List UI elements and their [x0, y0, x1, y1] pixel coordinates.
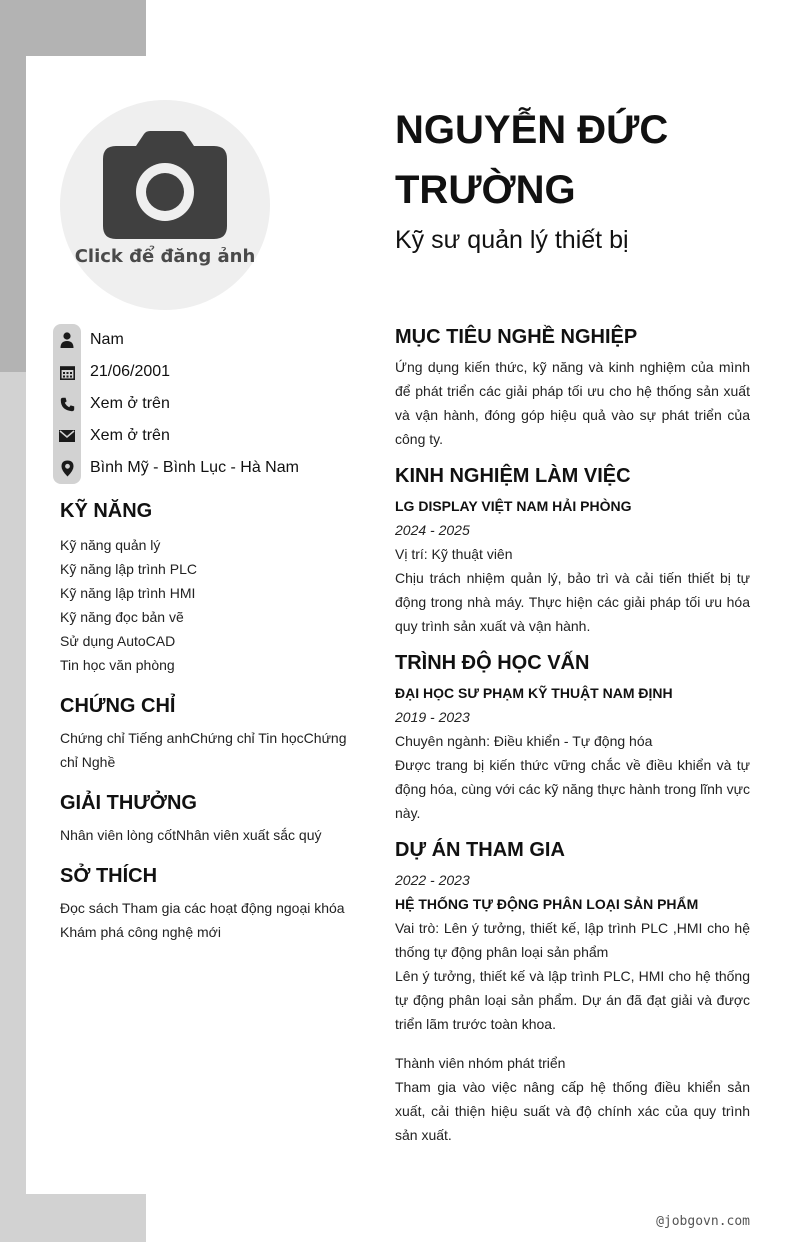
contact-birthday — [58, 356, 170, 388]
contact-phone — [58, 388, 170, 420]
projects-section — [395, 839, 750, 1147]
project-name: HỆ THỐNG TỰ ĐỘNG PHÂN LOẠI SẢN PHẨM — [395, 896, 699, 912]
job-title: Kỹ sư quản lý thiết bị — [395, 226, 629, 254]
skills-list — [60, 533, 352, 677]
footer-watermark: @jobgovn.com — [656, 1214, 750, 1229]
skill-item: Sử dụng AutoCAD — [60, 633, 176, 649]
skill-item: Kỹ năng lập trình HMI — [60, 585, 196, 601]
experience-period: 2024 - 2025 — [395, 522, 470, 538]
experience-position: Vị trí: Kỹ thuật viên — [395, 546, 513, 562]
experience-title: KINH NGHIỆM LÀM VIỆC — [395, 465, 631, 487]
right-column — [395, 326, 750, 1161]
contact-address-text: Bình Mỹ - Bình Lục - Hà Nam — [90, 459, 299, 476]
certificates-text: Chứng chỉ Tiếng anhChứng chỉ Tin họcChứng chỉ Nghề — [60, 730, 347, 770]
camera-icon — [102, 130, 228, 240]
hobbies-text: Đọc sách Tham gia các hoạt động ngoại khóa Khám phá công nghệ mới — [60, 900, 345, 940]
location-icon — [58, 459, 76, 477]
contact-gender — [58, 324, 124, 356]
hobbies-title: SỞ THÍCH — [60, 865, 158, 887]
background-light-bottom — [26, 1194, 146, 1242]
education-school: ĐẠI HỌC SƯ PHẠM KỸ THUẬT NAM ĐỊNH — [395, 685, 673, 701]
certificates-title: CHỨNG CHỈ — [60, 695, 176, 717]
certificates-section — [60, 695, 352, 774]
objective-text: Ứng dụng kiến thức, kỹ năng và kinh nghiệm của mình để phát triển các giải pháp tối ưu cho hệ thống sản xuất và vận hành, đóng góp hiệu quả vào sự phát triển của công ty. — [395, 359, 750, 447]
left-column — [60, 500, 352, 944]
contact-address — [58, 452, 299, 484]
project-spacer — [395, 1036, 750, 1051]
calendar-icon — [58, 363, 76, 381]
education-major: Chuyên ngành: Điều khiển - Tự động hóa — [395, 733, 653, 749]
projects-body — [395, 868, 750, 1147]
awards-text: Nhân viên lòng cốtNhân viên xuất sắc quý — [60, 827, 322, 843]
skill-item: Kỹ năng đọc bản vẽ — [60, 609, 184, 625]
contact-email — [58, 420, 170, 452]
project-role-2: Thành viên nhóm phát triển — [395, 1055, 566, 1071]
project-description: Lên ý tưởng, thiết kế và lập trình PLC, HMI cho hệ thống tự động phân loại sản phẩm. Dự án đã đạt giải và được triển lãm trước toàn khoa. — [395, 968, 750, 1032]
mail-icon — [58, 427, 76, 445]
hobbies-section — [60, 865, 352, 944]
education-period: 2019 - 2023 — [395, 709, 470, 725]
project-description-2: Tham gia vào việc nâng cấp hệ thống điều khiển sản xuất, cải thiện hiệu suất và độ chính xác của quy trình sản xuất. — [395, 1079, 750, 1143]
experience-body — [395, 494, 750, 638]
contact-gender-text: Nam — [90, 331, 124, 348]
project-role: Vai trò: Lên ý tưởng, thiết kế, lập trình PLC ,HMI cho hệ thống tự động phân loại sản phẩm — [395, 920, 750, 960]
avatar-label: Click để đăng ảnh — [74, 246, 256, 267]
education-description: Được trang bị kiến thức vững chắc về điều khiển và tự động hóa, cùng với các kỹ năng thực hành trong lĩnh vực này. — [395, 757, 750, 821]
objective-title: MỤC TIÊU NGHỀ NGHIỆP — [395, 326, 638, 348]
contact-phone-text: Xem ở trên — [90, 395, 170, 412]
awards-section — [60, 792, 352, 847]
skill-item: Kỹ năng lập trình PLC — [60, 561, 197, 577]
skills-section — [60, 500, 352, 677]
skill-item: Tin học văn phòng — [60, 657, 175, 673]
project-period: 2022 - 2023 — [395, 872, 470, 888]
contact-email-text: Xem ở trên — [90, 427, 170, 444]
projects-title: DỰ ÁN THAM GIA — [395, 839, 565, 861]
awards-title: GIẢI THƯỞNG — [60, 792, 197, 814]
objective-section — [395, 326, 750, 451]
experience-company: LG DISPLAY VIỆT NAM HẢI PHÒNG — [395, 498, 632, 514]
user-icon — [58, 331, 76, 349]
experience-description: Chịu trách nhiệm quản lý, bảo trì và cải tiến thiết bị tự động trong nhà máy. Thực hiện các giải pháp tối ưu hóa quy trình sản xuất và vận hành. — [395, 570, 750, 634]
candidate-name: NGUYỄN ĐỨC TRƯỜNG — [395, 108, 669, 212]
skill-item: Kỹ năng quản lý — [60, 537, 161, 553]
contact-birthday-text: 21/06/2001 — [90, 363, 171, 380]
experience-section — [395, 465, 750, 638]
education-body — [395, 681, 750, 825]
phone-icon — [58, 395, 76, 413]
avatar-upload[interactable] — [60, 100, 270, 310]
education-section — [395, 652, 750, 825]
education-title: TRÌNH ĐỘ HỌC VẤN — [395, 652, 590, 674]
skills-title: KỸ NĂNG — [60, 500, 153, 522]
